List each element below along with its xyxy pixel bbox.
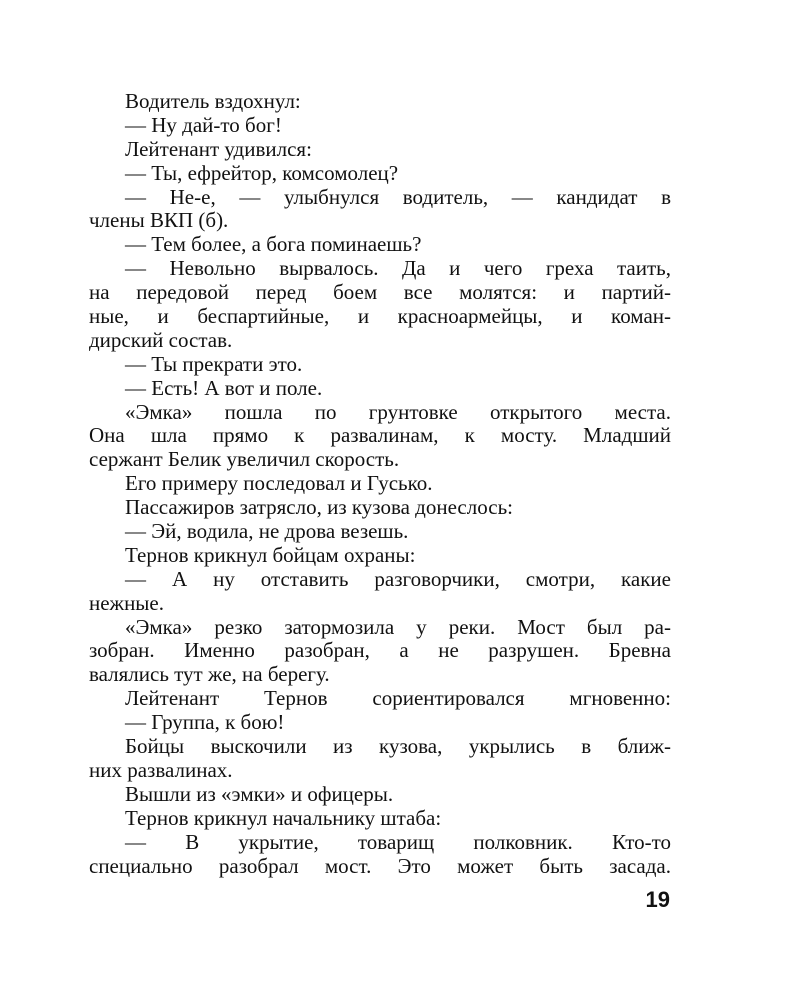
text-line: зобран. Именно разобран, а не разрушен. Бревна — [89, 638, 671, 663]
text-line: валялись тут же, на берегу. — [89, 662, 330, 687]
text-line: Вышли из «эмки» и офицеры. — [125, 781, 394, 806]
text-line: — Ты прекрати это. — [125, 351, 303, 376]
text-line: «Эмка» пошла по грунтовке открытого места. — [125, 399, 671, 424]
text-line: нежные. — [89, 590, 164, 615]
text-line: Лейтенант удивился: — [125, 136, 312, 161]
text-line: Тернов крикнул начальнику штаба: — [125, 805, 442, 830]
text-line: — Невольно вырвалось. Да и чего греха таить, — [125, 256, 671, 281]
text-line: Тернов крикнул бойцам охраны: — [125, 542, 416, 567]
text-line: Пассажиров затрясло, из кузова донеслось: — [125, 495, 513, 520]
text-line: Она шла прямо к развалинам, к мосту. Младший — [89, 423, 671, 448]
text-line: — Группа, к бою! — [125, 710, 285, 735]
text-line: — В укрытие, товарищ полковник. Кто-то — [125, 829, 671, 854]
text-line: «Эмка» резко затормозила у реки. Мост был ра- — [125, 614, 671, 639]
body-text — [89, 90, 671, 878]
text-line: Водитель вздохнул: — [125, 89, 301, 113]
text-line: на передовой перед боем все молятся: и партий- — [89, 280, 671, 305]
text-line: — Эй, водила, не дрова везешь. — [125, 519, 409, 544]
text-line: ные, и беспартийные, и красноармейцы, и коман- — [89, 304, 671, 329]
text-line: сержант Белик увеличил скорость. — [89, 447, 400, 472]
page-number: 19 — [645, 887, 670, 912]
text-line: члены ВКП (б). — [89, 208, 229, 233]
text-line: — Ты, ефрейтор, комсомолец? — [125, 160, 399, 185]
text-line: Его примеру последовал и Гусько. — [125, 471, 433, 496]
text-line: — Есть! А вот и поле. — [125, 375, 323, 400]
text-line: них развалинах. — [89, 757, 233, 782]
text-line: Бойцы выскочили из кузова, укрылись в ближ- — [125, 734, 671, 759]
text-line: Лейтенант Тернов сориентировался мгновенно: — [125, 686, 671, 711]
text-line: дирский состав. — [89, 327, 233, 352]
text-line: — Тем более, а бога поминаешь? — [125, 232, 422, 257]
text-line: специально разобрал мост. Это может быть засада. — [89, 853, 671, 878]
text-line: — А ну отставить разговорчики, смотри, какие — [125, 566, 671, 591]
text-line: — Ну дай-то бог! — [125, 112, 282, 137]
text-line: — Не-е, — улыбнулся водитель, — кандидат в — [125, 184, 671, 209]
